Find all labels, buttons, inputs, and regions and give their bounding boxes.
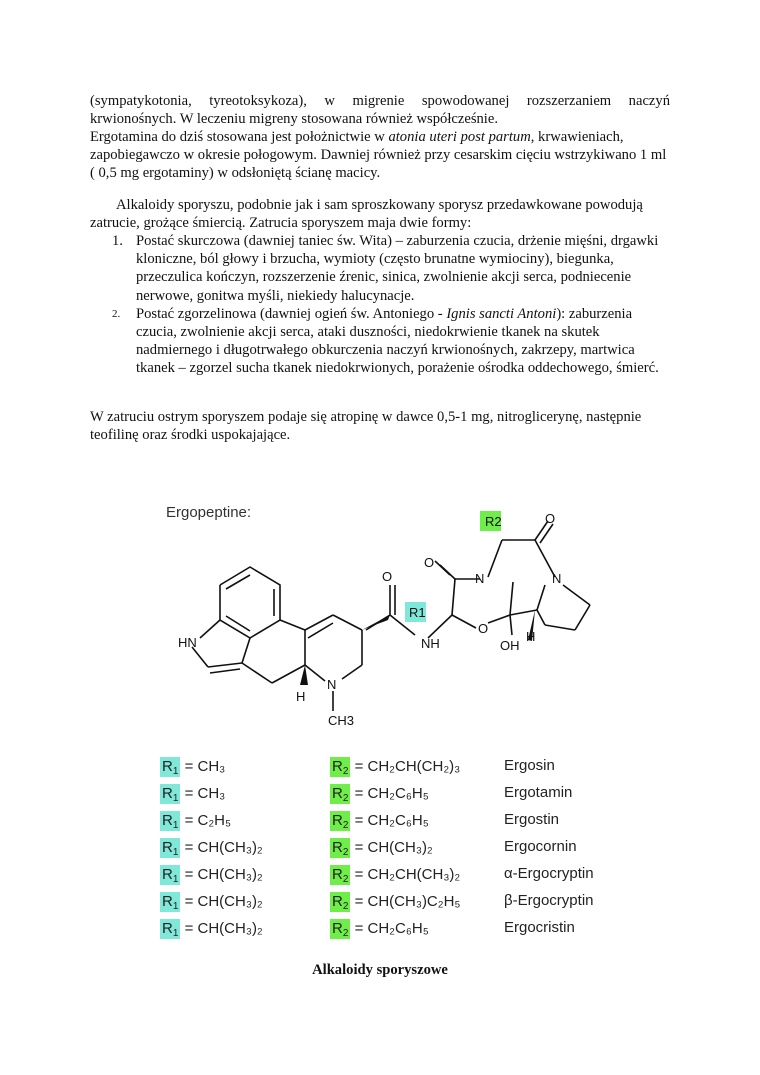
svg-text:O: O	[545, 511, 556, 526]
svg-text:O: O	[424, 555, 435, 570]
structure-title: Ergopeptine:	[166, 504, 252, 521]
svg-text:O: O	[382, 569, 393, 584]
ergopeptine-structure	[150, 495, 610, 755]
paragraph-3: Alkaloidy sporyszu, podobnie jak i sam sproszkowany sporysz przedawkowane powodują zatrucie, grożące śmiercią. Zatrucia sporyszem maja dwie formy:	[90, 197, 643, 232]
svg-text:HN: HN	[178, 635, 197, 650]
svg-text:OH: OH	[500, 638, 520, 653]
table-row: $R_1 = CH(CH_3)_2$ $R_2 = CH_2C_6H_5$ Ergocristin	[162, 919, 575, 939]
paragraph-1	[90, 92, 670, 128]
list-item: 1. Postać skurczowa (dawniej taniec św. Wita) – zaburzenia czucia, drżenie mięśni, drgawki kloniczne, ból głowy i brzucha, wymioty (często brunatne wymiociny), biegunka, przeczulica kończyn, rozszerzenie źrenic, sinica, zwolnienie akcji serca, podniecenie nerwowe, gonitwa myśli, niekiedy halucynacje.	[112, 233, 659, 304]
structure-bonds	[192, 521, 590, 711]
table-row: $R_1 = CH(CH_3)_2$ $R_2 = CH(CH_3)C_2H_5$ β-Ergocryptin	[162, 892, 594, 912]
paragraph-1-text: (sympatykotonia, tyreotoksykoza), w migrenie spowodowanej rozszerzaniem naczyń krwionośnych. W leczeniu migreny stosowana również współcześnie.	[90, 93, 670, 128]
figure-caption: Alkaloidy sporyszowe	[312, 962, 448, 978]
table-row: $R_1 = C_2H_5$ $R_2 = CH_2C_6H_5$ Ergostin	[162, 811, 560, 831]
svg-text:H: H	[526, 629, 536, 644]
svg-text:N: N	[552, 571, 562, 586]
svg-text:O: O	[478, 621, 489, 636]
paragraph-2: Ergotamina do dziś stosowana jest położnictwie w atonia uteri post partum, krwawieniach, zapobiegawczo w okresie połogowym. Dawniej również przy cesarskim cięciu wstrzykiwano 1 ml ( 0,5 mg ergotaminy) w odsłoniętą ścianę macicy.	[90, 129, 667, 182]
ergopeptine-figure	[150, 495, 610, 950]
svg-text:R1: R1	[409, 605, 426, 620]
paragraph-4: W zatruciu ostrym sporyszem podaje się atropinę w dawce 0,5-1 mg, nitroglicerynę, następnie teofilinę oraz środki uspokajające.	[90, 409, 642, 444]
forms-list	[90, 232, 670, 378]
svg-text:H: H	[296, 689, 306, 704]
table-row: $R_1 = CH(CH_3)_2$ $R_2 = CH_2CH(CH_3)_2$ α-Ergocryptin	[162, 865, 594, 885]
table-row: $R_1 = CH_3$ $R_2 = CH_2C_6H_5$ Ergotamin	[162, 784, 573, 804]
atom-labels	[178, 511, 561, 728]
table-row: $R_1 = CH_3$ $R_2 = CH_2CH(CH_2)_3$ Ergosin	[162, 757, 555, 777]
table-row: $R_1 = CH(CH_3)_2$ $R_2 = CH(CH_3)_2$ Ergocornin	[162, 838, 577, 858]
svg-text:N: N	[475, 571, 485, 586]
svg-text:NH: NH	[421, 636, 440, 651]
svg-text:N: N	[327, 677, 337, 692]
list-item: 2. Postać zgorzelinowa (dawniej ogień św. Antoniego - Ignis sancti Antoni): zaburzenia czucia, zwolnienie akcji serca, ataki duszności, niedokrwienie tkanek na skutek nadmiernego i długotrwałego obkurczenia naczyń krwionośnych, zakrzepy, martwica tkanek – zgorzel sucha tkanek niedokrwionych, porażenie ośrodka oddechowego, śmierć.	[112, 305, 659, 377]
svg-text:R2: R2	[485, 514, 502, 529]
svg-text:CH3: CH3	[328, 713, 355, 728]
